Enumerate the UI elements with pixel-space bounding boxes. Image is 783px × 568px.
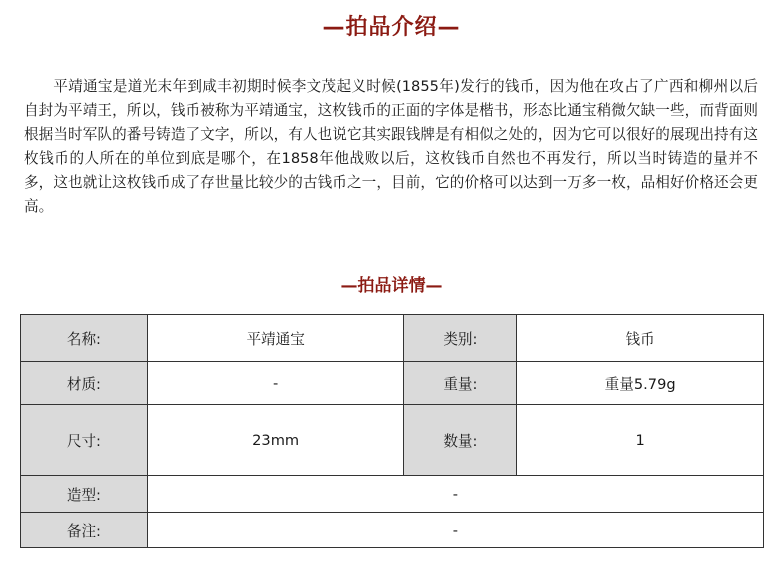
category-value: 钱币 [517, 315, 764, 362]
details-table [20, 314, 764, 548]
name-value: 平靖通宝 [147, 315, 404, 362]
intro-description: 平靖通宝是道光末年到咸丰初期时候李文茂起义时候(1855年)发行的钱币，因为他在攻占了广西和柳州以后自封为平靖王，所以，钱币被称为平靖通宝，这枚钱币的正面的字体是楷书，形态比通宝稍微欠缺一些，而背面则根据当时军队的番号铸造了文字，所以，有人也说它其实跟钱牌是有相似之处的，因为它可以很好的展现出持有这枚钱币的人所在的单位到底是哪个，在1858年他战败以后，这枚钱币自然也不再发行，所以当时铸造的量并不多，这也就让这枚钱币成了存世量比较少的古钱币之一，目前，它的价格可以达到一万多一枚，品相好价格还会更高。 [24, 78, 758, 215]
weight-label: 重量: [404, 362, 517, 405]
note-value: - [147, 513, 763, 548]
material-label: 材质: [21, 362, 148, 405]
size-label: 尺寸: [21, 405, 148, 476]
shape-label: 造型: [21, 476, 148, 513]
name-label: 名称: [21, 315, 148, 362]
weight-value: 重量5.79g [517, 362, 764, 405]
table-row [21, 315, 764, 362]
table-row [21, 513, 764, 548]
table-row [21, 362, 764, 405]
table-row [21, 476, 764, 513]
details-title: —拍品详情— [340, 276, 443, 296]
size-value: 23mm [147, 405, 404, 476]
table-row [21, 405, 764, 476]
note-label: 备注: [21, 513, 148, 548]
category-label: 类别: [404, 315, 517, 362]
material-value: - [147, 362, 404, 405]
intro-title: —拍品介绍— [322, 15, 461, 40]
shape-value: - [147, 476, 763, 513]
quantity-label: 数量: [404, 405, 517, 476]
quantity-value: 1 [517, 405, 764, 476]
